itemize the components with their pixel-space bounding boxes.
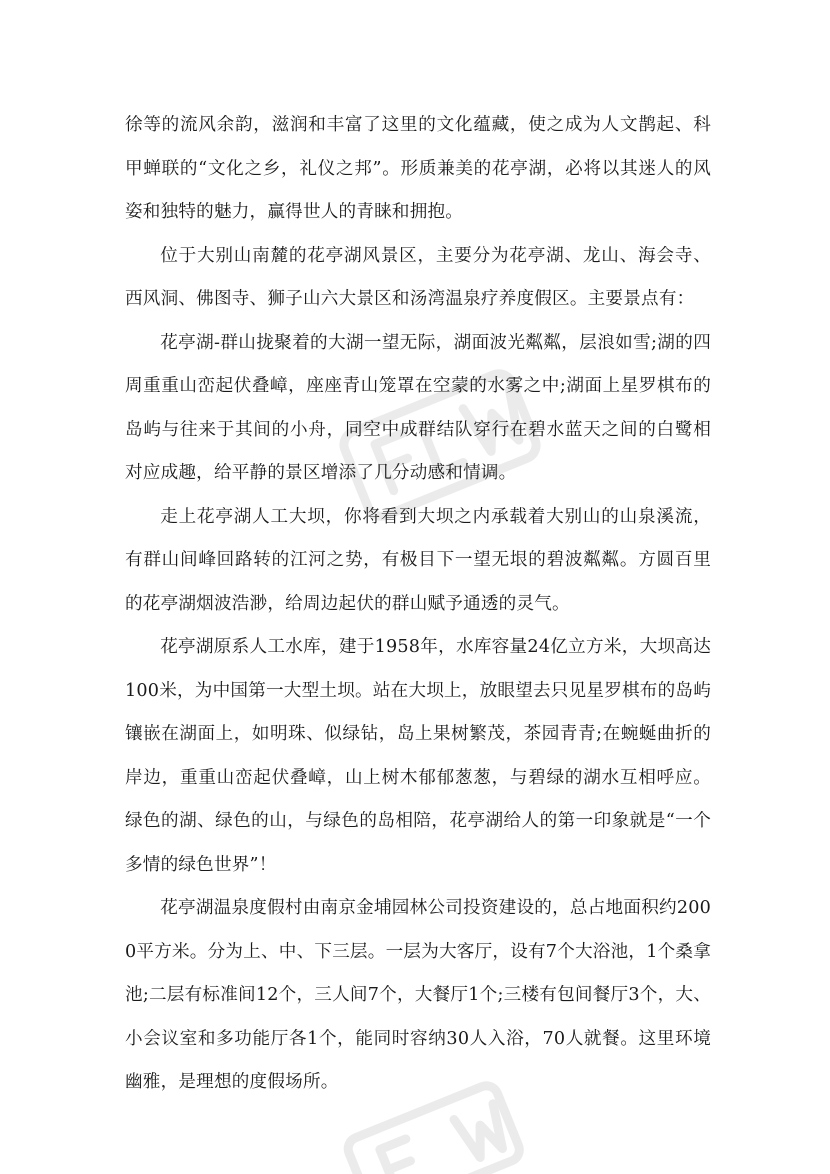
paragraph-reservoir: 花亭湖原系人工水库，建于1958年，水库容量24亿立方米，大坝高达100米，为中国第一大型土坝。站在大坝上，放眼望去只见星罗棋布的岛屿镶嵌在湖面上，如明珠、似绿钻，岛上果树繁茂，茶园青青;在蜿蜒曲折的岸边，重重山峦起伏叠嶂，山上树木郁郁葱葱，与碧绿的湖水互相呼应。绿色的湖、绿色的山，与绿色的岛相陪，花亭湖给人的第一印象就是“一个多情的绿色世界”！ xyxy=(125,637,711,875)
paragraph-hot-spring-resort: 花亭湖温泉度假村由南京金埔园林公司投资建设的，总占地面积约2000平方米。分为上、中、下三层。一层为大客厅，设有7个大浴池，1个桑拿池;二层有标准间12个，三人间7个，大餐厅1个;三楼有包间餐厅3个，大、小会议室和多功能厅各1个，能同时容纳30人入浴，70人就餐。这里环境幽雅，是理想的度假场所。 xyxy=(125,898,711,1092)
paragraph-dam: 走上花亭湖人工大坝，你将看到大坝之内承载着大别山的山泉溪流，有群山间峰回路转的江河之势，有极目下一望无垠的碧波粼粼。方圆百里的花亭湖烟波浩渺，给周边起伏的群山赋予通透的灵气。 xyxy=(125,506,711,614)
paragraph-scenic-areas: 位于大别山南麓的花亭湖风景区，主要分为花亭湖、龙山、海会寺、西风洞、佛图寺、狮子山六大景区和汤湾温泉疗养度假区。主要景点有： xyxy=(125,245,711,309)
document-body xyxy=(125,104,711,1105)
paragraph-cultural-heritage: 徐等的流风余韵，滋润和丰富了这里的文化蕴藏，使之成为人文鹊起、科甲蝉联的“文化之乡，礼仪之邦”。形质兼美的花亭湖，必将以其迷人的风姿和独特的魅力，赢得世人的青睐和拥抱。 xyxy=(125,115,711,222)
paragraph-huating-lake: 花亭湖-群山拢聚着的大湖一望无际，湖面波光粼粼，层浪如雪;湖的四周重重山峦起伏叠嶂，座座青山笼罩在空蒙的水雾之中;湖面上星罗棋布的岛屿与往来于其间的小舟，同空中成群结队穿行在碧水蓝天之间的白鹭相对应成趣，给平静的景区增添了几分动感和情调。 xyxy=(125,332,711,483)
